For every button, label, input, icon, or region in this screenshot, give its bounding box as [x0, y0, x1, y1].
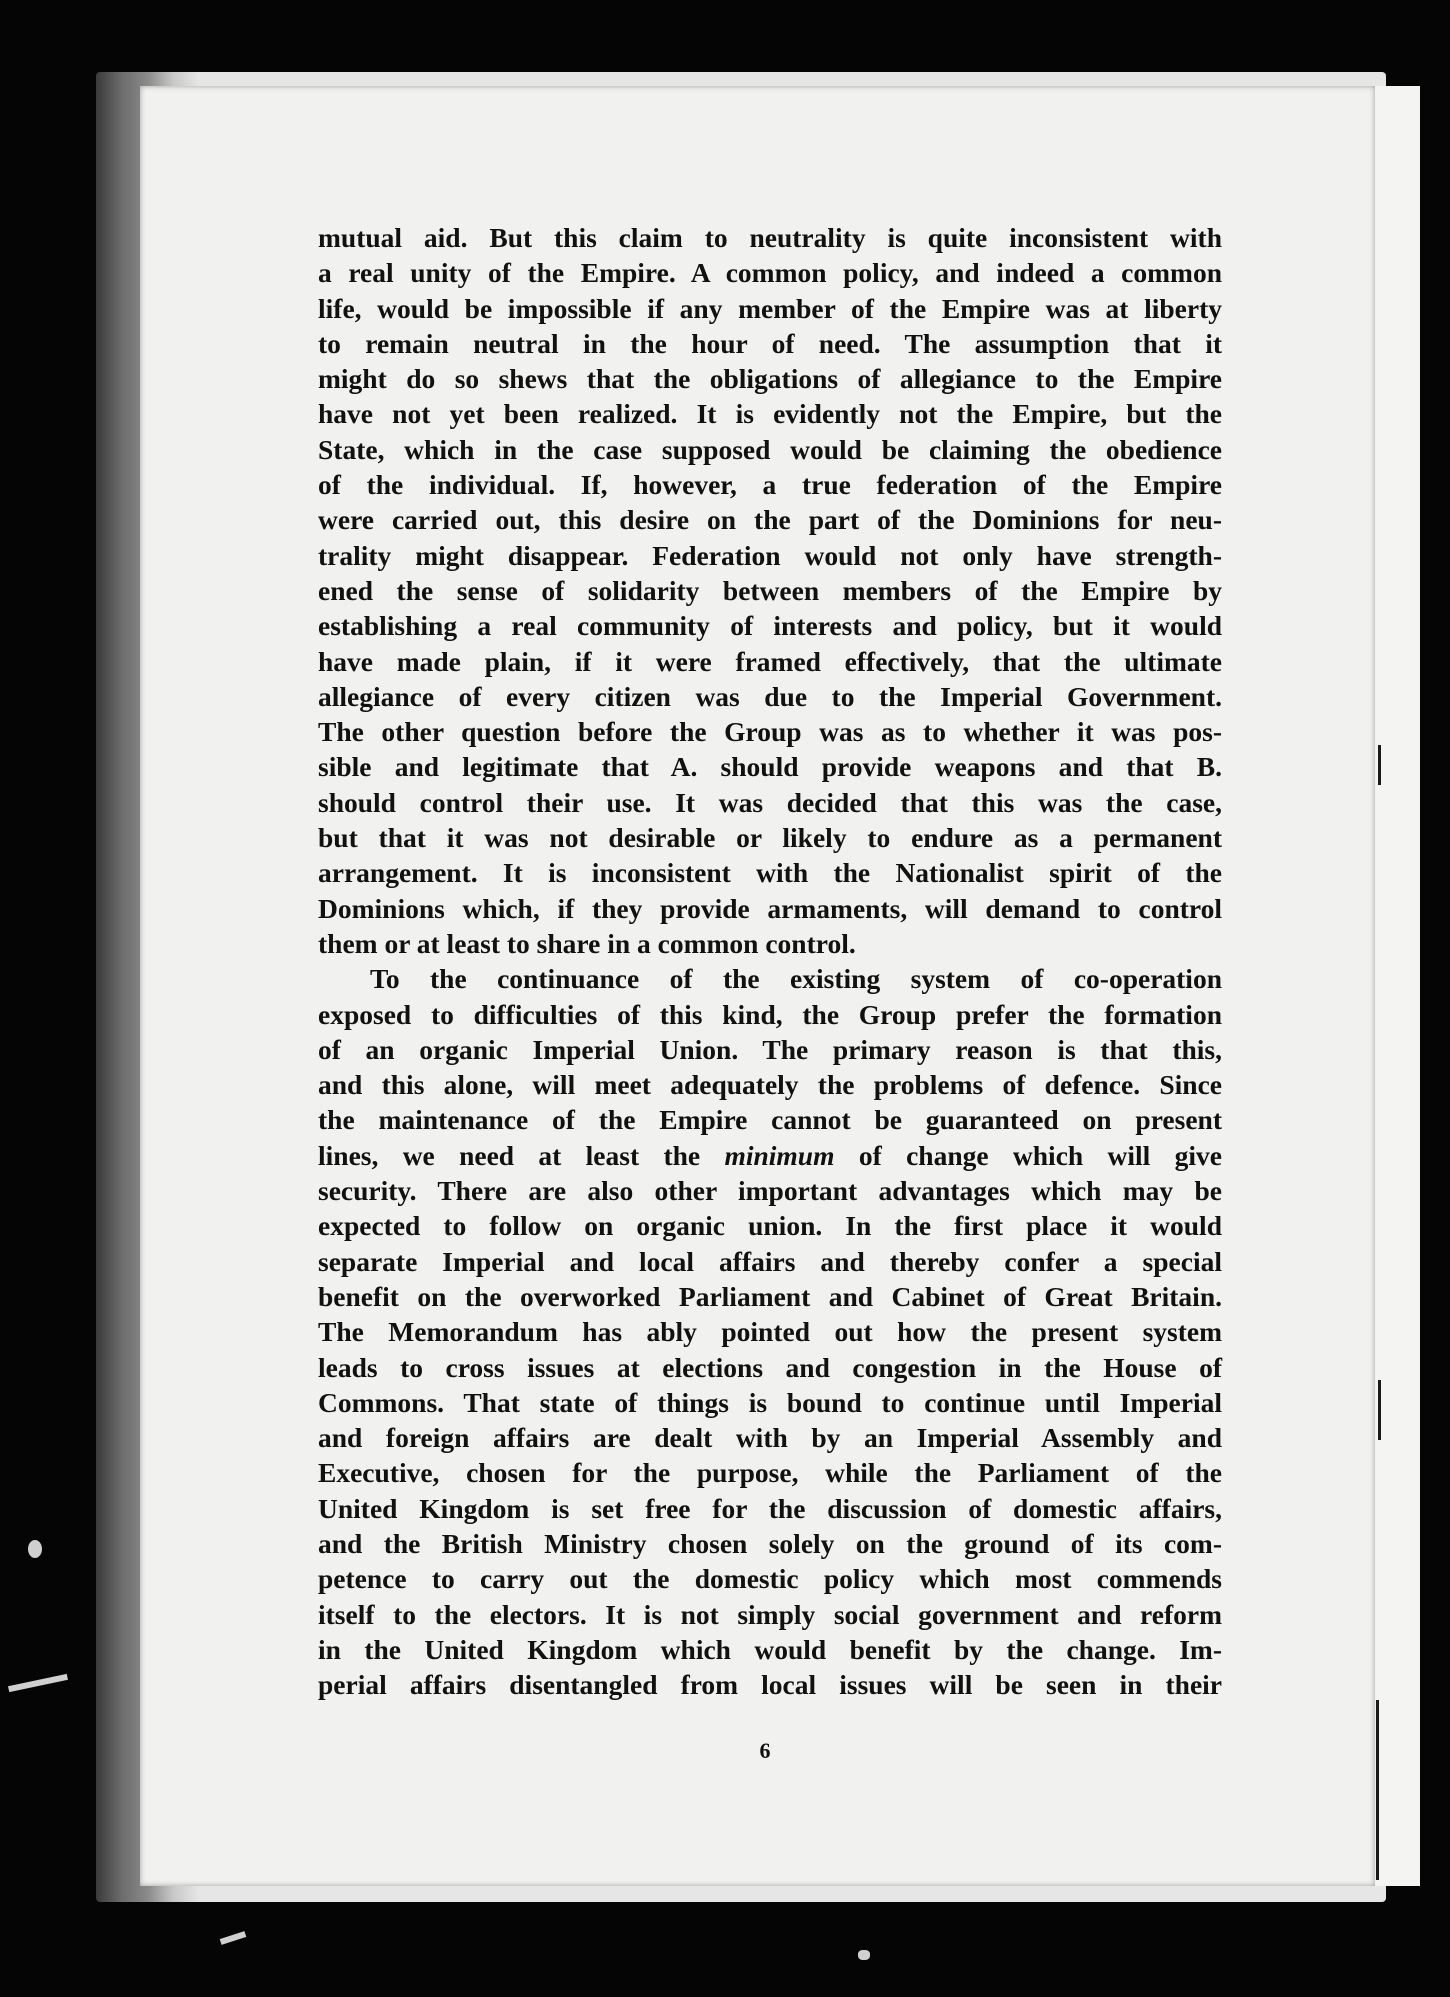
page-number: 6: [759, 1738, 771, 1763]
text-line-34: Commons. That state of things is bound to continue until Imperial: [318, 1386, 1222, 1418]
text-line-20: Dominions which, if they provide armaments, will demand to control: [318, 892, 1222, 924]
text-line-39: petence to carry out the domestic policy which most commends: [318, 1563, 1222, 1595]
text-line-16: sible and legitimate that A. should provide weapons and that B.: [318, 751, 1222, 783]
page-text: [318, 220, 1222, 1702]
text-line-25: and this alone, will meet adequately the problems of defence. Since: [318, 1069, 1222, 1101]
scan-artifact: [1378, 745, 1381, 785]
text-line-28: security. There are also other important advantages which may be: [318, 1175, 1222, 1207]
text-line-36: Executive, chosen for the purpose, while the Parliament of the: [318, 1457, 1222, 1489]
text-line-1: mutual aid. But this claim to neutrality is quite inconsistent with: [318, 222, 1222, 253]
italic-word: minimum: [724, 1139, 835, 1171]
text-line-12: establishing a real community of interests and policy, but it would: [318, 610, 1222, 642]
text-line-21: them or at least to share in a common control.: [318, 927, 856, 959]
scan-artifact: [1376, 1700, 1379, 1880]
text-line-18: but that it was not desirable or likely to endure as a permanent: [318, 822, 1222, 854]
scan-artifact: [28, 1540, 42, 1558]
text-line-27-end: of change which will give: [834, 1139, 1222, 1171]
text-line-41: in the United Kingdom which would benefit by the change. Im-: [318, 1633, 1222, 1665]
text-line-40: itself to the electors. It is not simply social government and reform: [318, 1598, 1222, 1630]
text-line-6: have not yet been realized. It is evidently not the Empire, but the: [318, 398, 1222, 430]
text-line-35: and foreign affairs are dealt with by an Imperial Assembly and: [318, 1422, 1222, 1454]
text-line-10: trality might disappear. Federation would not only have strength-: [318, 539, 1222, 571]
text-line-33: leads to cross issues at elections and congestion in the House of: [318, 1351, 1222, 1383]
text-line-22: To the continuance of the existing system of co-operation: [370, 963, 1222, 995]
text-line-9: were carried out, this desire on the part of the Dominions for neu-: [318, 504, 1222, 536]
text-line-42: perial affairs disentangled from local issues will be seen in their: [318, 1669, 1222, 1701]
text-line-4: to remain neutral in the hour of need. The assumption that it: [318, 327, 1222, 359]
scan-artifact: [858, 1950, 870, 1960]
text-line-3: life, would be impossible if any member of the Empire was at liberty: [318, 292, 1222, 324]
text-line-32: The Memorandum has ably pointed out how the present system: [318, 1316, 1222, 1348]
text-line-15: The other question before the Group was as to whether it was pos-: [318, 716, 1222, 748]
text-line-5: might do so shews that the obligations of allegiance to the Empire: [318, 363, 1222, 395]
text-line-19: arrangement. It is inconsistent with the Nationalist spirit of the: [318, 857, 1222, 889]
text-line-31: benefit on the overworked Parliament and Cabinet of Great Britain.: [318, 1280, 1222, 1312]
scan-artifact: [1378, 1380, 1381, 1440]
text-line-23: exposed to difficulties of this kind, the Group prefer the formation: [318, 998, 1222, 1030]
text-line-13: have made plain, if it were framed effectively, that the ultimate: [318, 645, 1222, 677]
text-line-17: should control their use. It was decided that this was the case,: [318, 786, 1222, 818]
text-line-2: a real unity of the Empire. A common policy, and indeed a common: [318, 257, 1222, 289]
text-line-14: allegiance of every citizen was due to the Imperial Government.: [318, 680, 1222, 712]
text-line-38: and the British Ministry chosen solely on the ground of its com-: [318, 1527, 1222, 1559]
text-line-27-start: lines, we need at least the: [318, 1139, 725, 1171]
text-line-30: separate Imperial and local affairs and thereby confer a special: [318, 1245, 1222, 1277]
text-line-24: of an organic Imperial Union. The primary reason is that this,: [318, 1033, 1222, 1065]
text-line-27: [318, 1138, 1222, 1173]
text-line-29: expected to follow on organic union. In the first place it would: [318, 1210, 1222, 1242]
text-line-26: the maintenance of the Empire cannot be guaranteed on present: [318, 1104, 1222, 1136]
text-line-7: State, which in the case supposed would be claiming the obedience: [318, 433, 1222, 465]
text-line-37: United Kingdom is set free for the discussion of domestic affairs,: [318, 1492, 1222, 1524]
text-line-8: of the individual. If, however, a true federation of the Empire: [318, 469, 1222, 501]
text-line-11: ened the sense of solidarity between members of the Empire by: [318, 574, 1222, 606]
